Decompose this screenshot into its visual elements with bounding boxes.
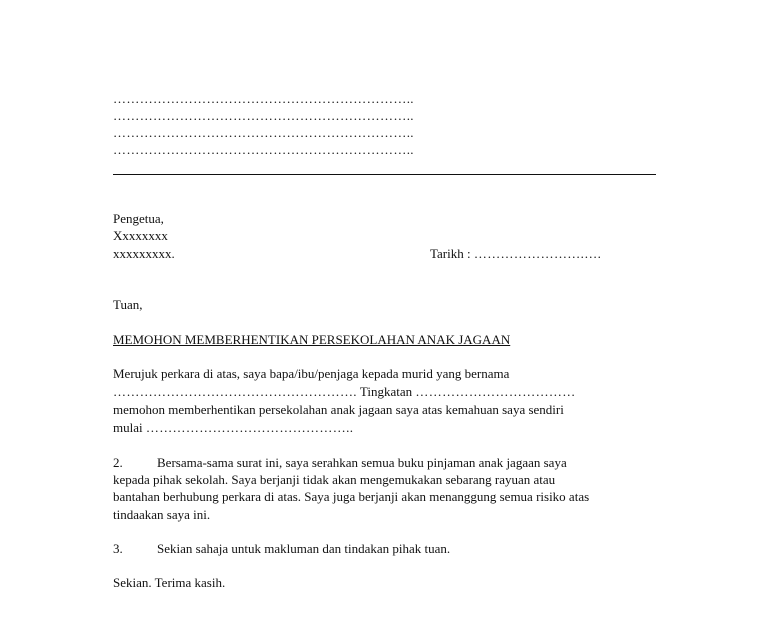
sender-address-line-4: ………………………………………………………….. <box>113 142 414 157</box>
header-divider <box>113 174 656 175</box>
recipient-title: Pengetua, <box>113 211 164 226</box>
para1-line3: memohon memberhentikan persekolahan anak jagaan saya atas kemahuan saya sendiri <box>113 402 564 417</box>
para2-number: 2. <box>113 455 123 470</box>
closing: Sekian. Terima kasih. <box>113 575 226 590</box>
date-label: Tarikh : <box>430 246 471 261</box>
para2-line1 <box>113 454 567 471</box>
para2-line2: kepada pihak sekolah. Saya berjanji tidak akan mengemukakan sebarang rayuan atau <box>113 472 556 487</box>
para2-line4: tindaakan saya ini. <box>113 507 211 522</box>
date-value: …………………….…. <box>473 246 602 261</box>
para3-text: Sekian sahaja untuk makluman dan tindakan pihak tuan. <box>157 541 451 556</box>
para1-line1: Merujuk perkara di atas, saya bapa/ibu/penjaga kepada murid yang bernama <box>113 366 510 381</box>
sender-address-line-1: ………………………………………………………….. <box>113 91 414 106</box>
salutation: Tuan, <box>113 297 143 312</box>
mulai-label: mulai <box>113 420 146 435</box>
para1-line4 <box>113 419 353 436</box>
sender-address-line-2: ………………………………………………………….. <box>113 108 414 123</box>
student-name-blank: ………………………………………………. <box>113 384 357 399</box>
mulai-blank: ……………………………………….. <box>145 420 354 435</box>
recipient-address: xxxxxxxxx. <box>113 246 175 261</box>
tingkatan-blank: ……………………………… <box>415 384 576 399</box>
para3-number: 3. <box>113 541 123 556</box>
para1-line2 <box>113 383 576 400</box>
date-field <box>430 245 601 262</box>
recipient-name: Xxxxxxxx <box>113 228 168 243</box>
letter-subject: MEMOHON MEMBERHENTIKAN PERSEKOLAHAN ANAK JAGAAN <box>113 332 511 347</box>
para2-line1-text: Bersama-sama surat ini, saya serahkan semua buku pinjaman anak jagaan saya <box>157 455 567 470</box>
para2-line3: bantahan berhubung perkara di atas. Saya juga berjanji akan menanggung semua risiko atas <box>113 489 590 504</box>
para3 <box>113 540 450 557</box>
tingkatan-label: Tingkatan <box>356 384 416 399</box>
sender-address-line-3: ………………………………………………………….. <box>113 125 414 140</box>
